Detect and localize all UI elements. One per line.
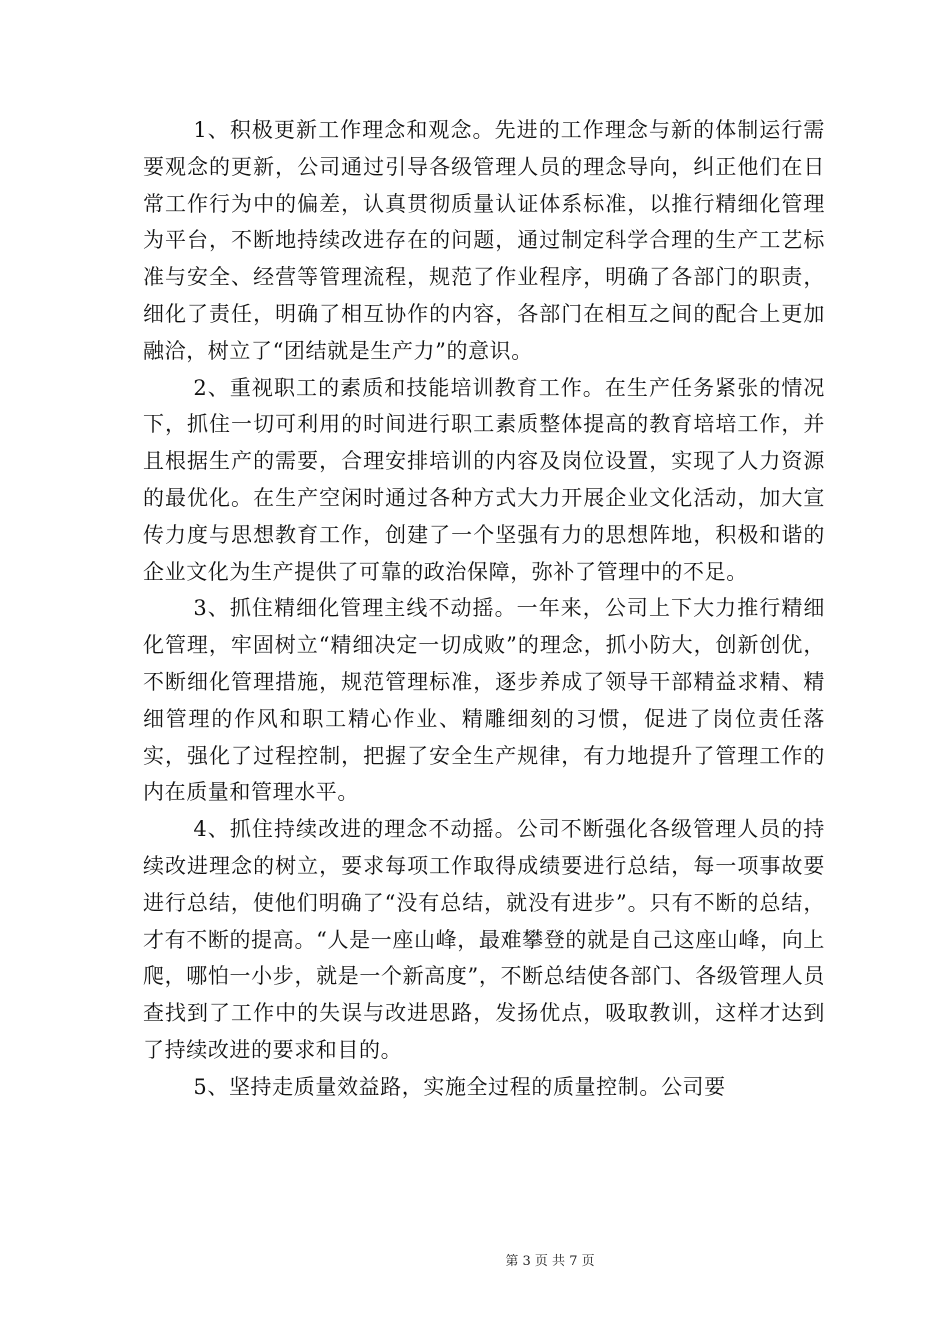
paragraph-1: 1、积极更新工作理念和观念。先进的工作理念与新的体制运行需要观念的更新，公司通过引导各级管理人员的理念导向，纠正他们在日常工作行为中的偏差，认真贯彻质量认证体系标准，以推行精细化管理为平台，不断地持续改进存在的问题，通过制定科学合理的生产工艺标准与安全、经营等管理流程，规范了作业程序，明确了各部门的职责，细化了责任，明确了相互协作的内容，各部门在相互之间的配合上更加融洽，树立了“团结就是生产力”的意识。: [143, 118, 825, 363]
paragraph-2: 2、重视职工的素质和技能培训教育工作。在生产任务紧张的情况下，抓住一切可利用的时间进行职工素质整体提高的教育培培工作，并且根据生产的需要，合理安排培训的内容及岗位设置，实现了人力资源的最优化。在生产空闲时通过各种方式大力开展企业文化活动，加大宣传力度与思想教育工作，创建了一个坚强有力的思想阵地，积极和谐的企业文化为生产提供了可靠的政治保障，弥补了管理中的不足。: [143, 375, 825, 584]
paragraph-5: 5、坚持走质量效益路，实施全过程的质量控制。公司要: [193, 1074, 726, 1099]
page-footer: [0, 1250, 950, 1269]
document-body: [143, 112, 825, 1106]
paragraph-4: 4、抓住持续改进的理念不动摇。公司不断强化各级管理人员的持续改进理念的树立，要求每项工作取得成绩要进行总结，每一项事故要进行总结，使他们明确了“没有总结，就没有进步”。只有不断的总结，才有不断的提高。“人是一座山峰，最难攀登的就是自己这座山峰，向上爬，哪怕一小步，就是一个新高度”，不断总结使各部门、各级管理人员查找到了工作中的失误与改进思路，发扬优点，吸取教训，这样才达到了持续改进的要求和目的。: [143, 817, 825, 1062]
page-number: 第 3 页 共 7 页: [505, 1254, 595, 1269]
paragraph-3: 3、抓住精细化管理主线不动摇。一年来，公司上下大力推行精细化管理，牢固树立“精细决定一切成败”的理念，抓小防大，创新创优，不断细化管理措施，规范管理标准，逐步养成了领导干部精益求精、精细管理的作风和职工精心作业、精雕细刻的习惯，促进了岗位责任落实，强化了过程控制，把握了安全生产规律，有力地提升了管理工作的内在质量和管理水平。: [143, 596, 825, 805]
